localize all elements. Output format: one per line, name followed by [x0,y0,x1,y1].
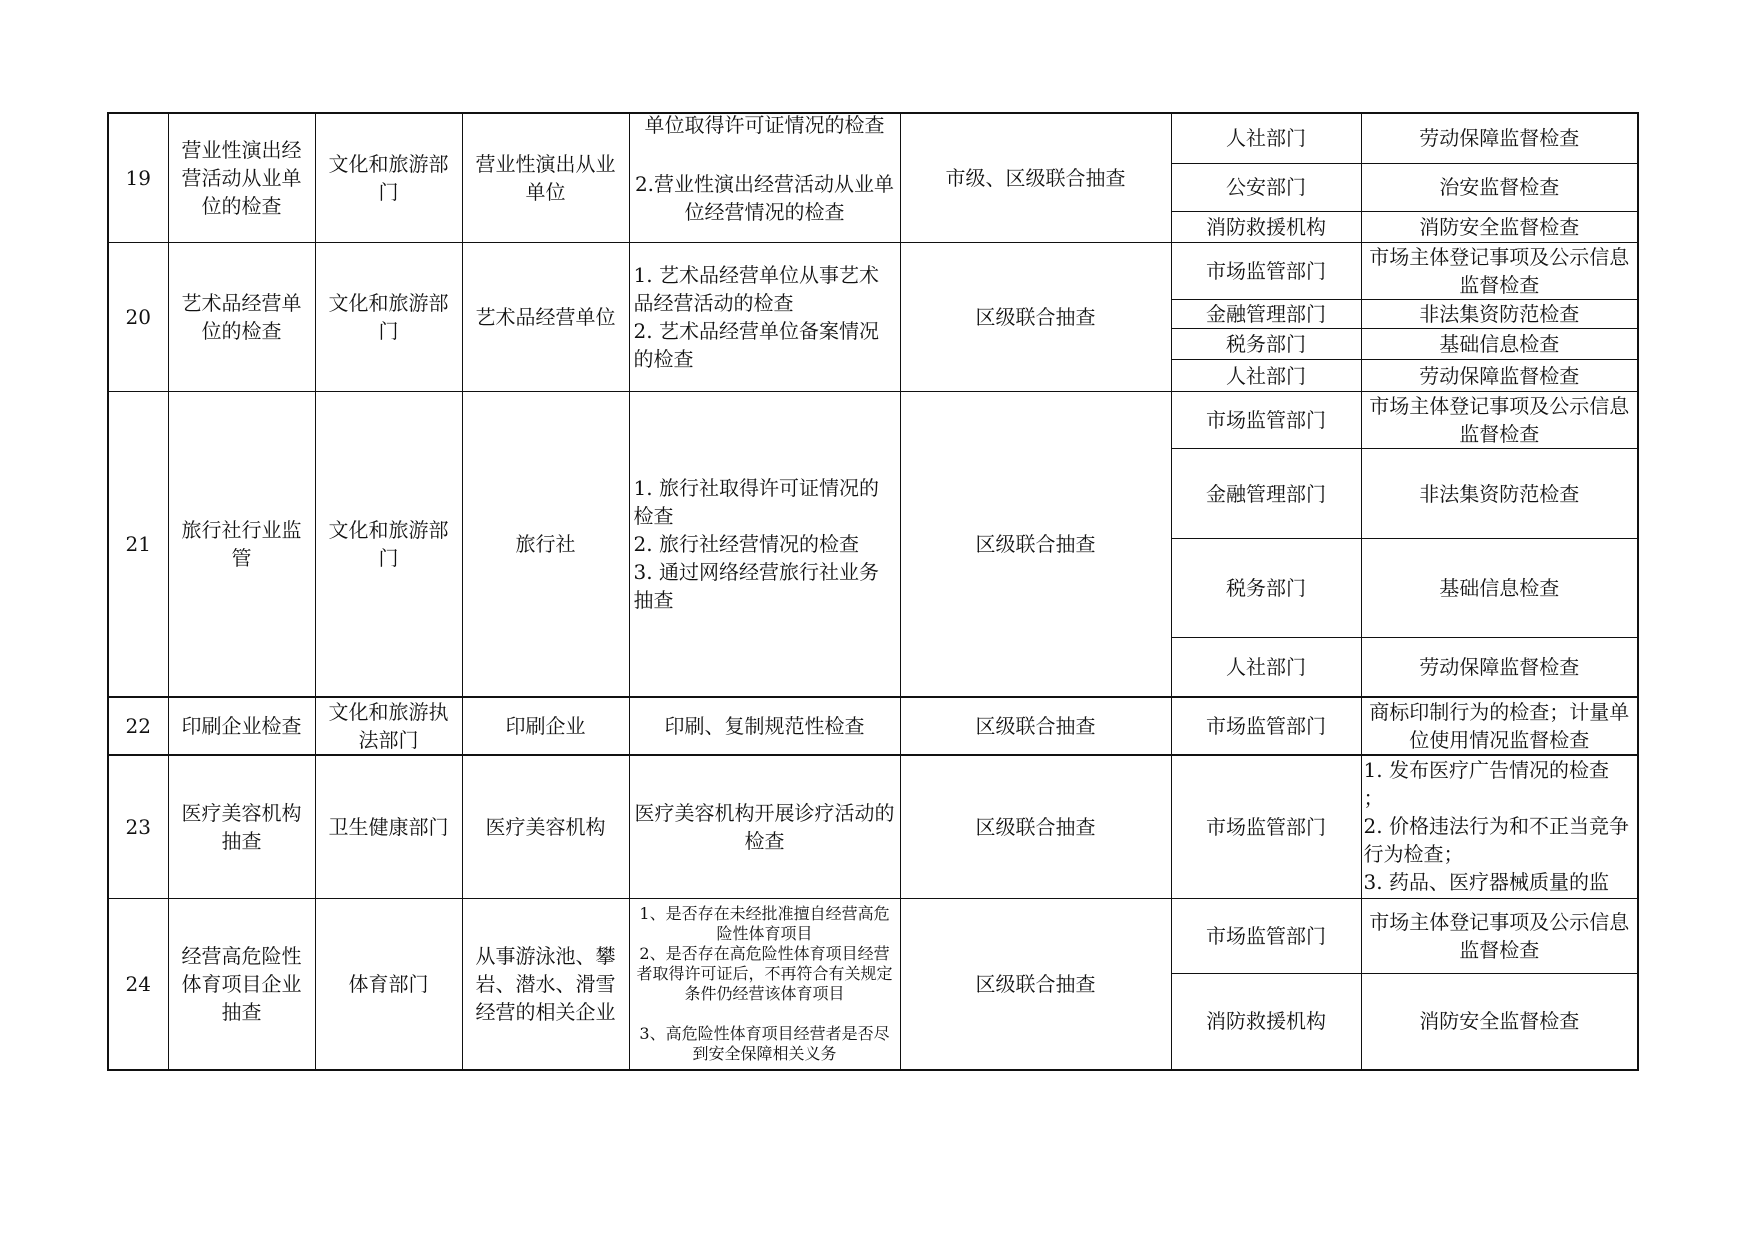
row-number: 19 [108,113,168,243]
inspection-table [107,112,1639,1071]
joint-item: 劳动保障监督检查 [1361,113,1638,163]
inspection-item: 旅行社行业监管 [168,392,315,697]
joint-dept: 市场监管部门 [1171,697,1361,755]
inspection-item: 经营高危险性体育项目企业抽查 [168,899,315,1070]
inspection-method: 市级、区级联合抽查 [900,113,1171,243]
joint-item: 劳动保障监督检查 [1361,360,1638,392]
table-row [108,899,1638,974]
joint-item: 市场主体登记事项及公示信息监督检查 [1361,243,1638,300]
joint-dept: 金融管理部门 [1171,449,1361,539]
joint-item: 1. 发布医疗广告情况的检查 ； 2. 价格违法行为和不正当竞争行为检查； 3. 药品、医疗器械质量的监 [1361,755,1638,899]
joint-dept: 金融管理部门 [1171,300,1361,329]
responsible-dept: 文化和旅游部门 [315,243,462,392]
inspection-content: 印刷、复制规范性检查 [629,697,900,755]
inspection-method: 区级联合抽查 [900,899,1171,1070]
joint-dept: 市场监管部门 [1171,392,1361,449]
responsible-dept: 文化和旅游部门 [315,392,462,697]
joint-item: 劳动保障监督检查 [1361,638,1638,697]
inspection-content [629,113,900,243]
joint-dept: 市场监管部门 [1171,243,1361,300]
inspection-target: 医疗美容机构 [462,755,629,899]
inspection-content: 1. 旅行社取得许可证情况的检查 2. 旅行社经营情况的检查 3. 通过网络经营旅行社业务抽查 [629,392,900,697]
joint-dept: 消防救援机构 [1171,974,1361,1070]
inspection-method: 区级联合抽查 [900,392,1171,697]
row-number: 23 [108,755,168,899]
joint-dept: 公安部门 [1171,163,1361,211]
inspection-target: 从事游泳池、攀岩、潜水、滑雪经营的相关企业 [462,899,629,1070]
inspection-target: 营业性演出从业单位 [462,113,629,243]
joint-item: 消防安全监督检查 [1361,974,1638,1070]
inspection-method: 区级联合抽查 [900,243,1171,392]
joint-dept: 消防救援机构 [1171,211,1361,242]
joint-dept: 人社部门 [1171,360,1361,392]
content-line: 2.营业性演出经营活动从业单位经营情况的检查 [634,172,895,224]
table-row [108,755,1638,899]
inspection-item: 艺术品经营单位的检查 [168,243,315,392]
joint-item: 商标印制行为的检查；计量单位使用情况监督检查 [1361,697,1638,755]
inspection-content: 医疗美容机构开展诊疗活动的检查 [629,755,900,899]
inspection-item: 印刷企业检查 [168,697,315,755]
inspection-item: 营业性演出经营活动从业单位的检查 [168,113,315,243]
inspection-content: 1. 艺术品经营单位从事艺术品经营活动的检查 2. 艺术品经营单位备案情况的检查 [629,243,900,392]
table-row [108,697,1638,755]
joint-item: 治安监督检查 [1361,163,1638,211]
joint-dept: 人社部门 [1171,113,1361,163]
inspection-target: 艺术品经营单位 [462,243,629,392]
responsible-dept: 文化和旅游执法部门 [315,697,462,755]
joint-item: 非法集资防范检查 [1361,449,1638,539]
row-number: 21 [108,392,168,697]
row-number: 20 [108,243,168,392]
table-row [108,113,1638,163]
row-number: 22 [108,697,168,755]
inspection-method: 区级联合抽查 [900,755,1171,899]
content-line: 单位取得许可证情况的检查 [644,113,885,137]
joint-item: 市场主体登记事项及公示信息监督检查 [1361,392,1638,449]
joint-dept: 市场监管部门 [1171,899,1361,974]
inspection-method: 区级联合抽查 [900,697,1171,755]
inspection-content: 1、是否存在未经批准擅自经营高危险性体育项目 2、是否存在高危险性体育项目经营者取得许可证后，不再符合有关规定条件仍经营该体育项目 3、高危险性体育项目经营者是否尽到安全保障相关义务 [629,899,900,1070]
joint-dept: 市场监管部门 [1171,755,1361,899]
joint-item: 市场主体登记事项及公示信息监督检查 [1361,899,1638,974]
joint-dept: 税务部门 [1171,329,1361,360]
responsible-dept: 文化和旅游部门 [315,113,462,243]
joint-item: 基础信息检查 [1361,329,1638,360]
joint-item: 非法集资防范检查 [1361,300,1638,329]
joint-item: 基础信息检查 [1361,539,1638,638]
inspection-target: 印刷企业 [462,697,629,755]
joint-dept: 税务部门 [1171,539,1361,638]
responsible-dept: 体育部门 [315,899,462,1070]
inspection-target: 旅行社 [462,392,629,697]
table-row [108,243,1638,300]
responsible-dept: 卫生健康部门 [315,755,462,899]
inspection-item: 医疗美容机构抽查 [168,755,315,899]
joint-item: 消防安全监督检查 [1361,211,1638,242]
table-row [108,392,1638,449]
joint-dept: 人社部门 [1171,638,1361,697]
row-number: 24 [108,899,168,1070]
